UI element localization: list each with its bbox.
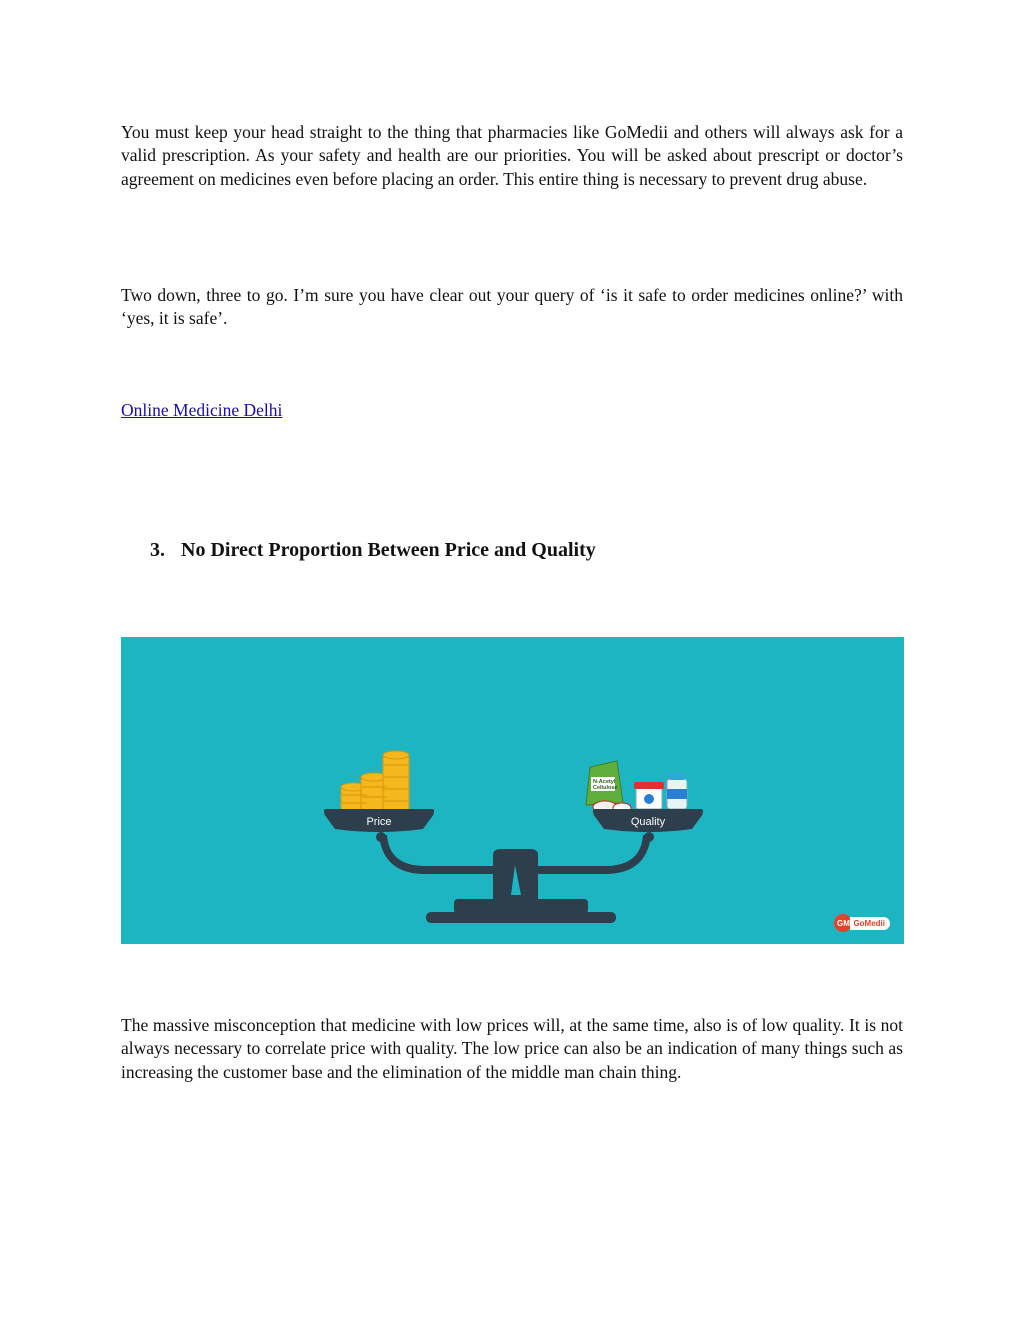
online-medicine-delhi-link[interactable]: Online Medicine Delhi (121, 400, 283, 420)
logo-text: GoMedii (850, 917, 890, 930)
quality-label: Quality (630, 816, 666, 828)
right-pan-top (593, 809, 703, 814)
left-pan-top (324, 809, 434, 814)
price-quality-illustration (121, 637, 904, 944)
coin-stacks (341, 751, 409, 811)
section-heading (150, 539, 596, 562)
balance-scale-graphic (121, 637, 904, 944)
price-quality-paragraph: The massive misconception that medicine with low prices will, at the same time, also is of low quality. It is not always necessary to correlate price with quality. The low price can also be an indication of many things such as increasing the customer base and the elimination of the middle man chain thing. (121, 1015, 903, 1082)
price-label: Price (366, 816, 392, 828)
gomedii-logo (834, 914, 890, 932)
section-title: No Direct Proportion Between Price and Quality (181, 539, 596, 561)
right-arm (531, 835, 651, 874)
logo-badge: GM (834, 914, 852, 932)
box-label-line1: N-Acetyl (593, 779, 616, 785)
left-arm (379, 835, 499, 874)
intro-paragraph: You must keep your head straight to the thing that pharmacies like GoMedii and others will always ask for a valid prescription. As your safety and health are our priorities. You will be asked about prescript or doctor’s agreement on medicines even before placing an order. This entire thing is necessary to prevent drug abuse. (121, 122, 903, 189)
medicine-items (586, 761, 687, 813)
section-number: 3. (150, 539, 165, 561)
scale-base-step (454, 899, 588, 914)
summary-paragraph: Two down, three to go. I’m sure you have clear out your query of ‘is it safe to order medicines online?’ with ‘yes, it is safe’. (121, 285, 903, 329)
box-label-line2: Cellulose (593, 785, 618, 791)
